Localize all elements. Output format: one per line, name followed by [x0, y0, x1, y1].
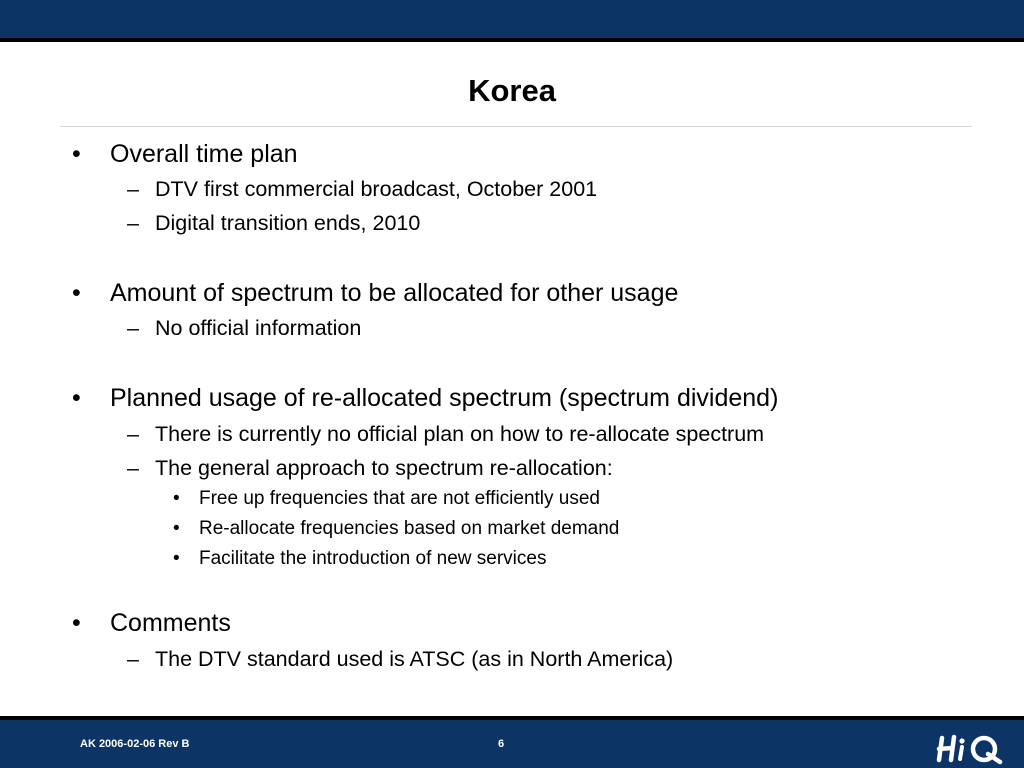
- sub-sub-bullet-text: Facilitate the introduction of new services: [199, 548, 547, 569]
- footer-band: [0, 716, 1024, 768]
- small-bullet-marker: •: [173, 548, 180, 569]
- footer-doc-ref: AK 2006-02-06 Rev B: [80, 738, 190, 750]
- bullet-text: Comments: [110, 609, 231, 637]
- bullet-marker: •: [72, 384, 81, 412]
- sub-bullet-text: The DTV standard used is ATSC (as in North America): [155, 647, 674, 671]
- sub-bullet-text: The general approach to spectrum re-allocation:: [155, 456, 613, 480]
- dash-marker: –: [127, 456, 139, 480]
- sub-bullet-text: There is currently no official plan on how to re-allocate spectrum: [155, 422, 765, 446]
- bullet-text: Overall time plan: [110, 140, 298, 168]
- bullet-text: Planned usage of re-allocated spectrum (spectrum dividend): [110, 384, 779, 412]
- sub-bullet-text: No official information: [155, 316, 362, 340]
- bullet-marker: •: [72, 279, 81, 307]
- dash-marker: –: [127, 211, 139, 235]
- bullet-marker: •: [72, 140, 81, 168]
- dash-marker: –: [127, 316, 139, 340]
- hiq-logo-icon: [936, 728, 1008, 768]
- dash-marker: –: [127, 647, 139, 671]
- slide-title: Korea: [468, 73, 556, 108]
- dash-marker: –: [127, 177, 139, 201]
- sub-bullet-text: DTV first commercial broadcast, October 2001: [155, 177, 598, 201]
- bullet-marker: •: [72, 609, 81, 637]
- footer-page-number: 6: [498, 738, 505, 750]
- bullet-text: Amount of spectrum to be allocated for other usage: [110, 279, 679, 307]
- sub-sub-bullet-text: Re-allocate frequencies based on market demand: [199, 518, 620, 539]
- small-bullet-marker: •: [173, 518, 180, 539]
- sub-bullet-text: Digital transition ends, 2010: [155, 211, 421, 235]
- small-bullet-marker: •: [173, 488, 180, 509]
- sub-sub-bullet-text: Free up frequencies that are not efficiently used: [199, 488, 601, 509]
- dash-marker: –: [127, 422, 139, 446]
